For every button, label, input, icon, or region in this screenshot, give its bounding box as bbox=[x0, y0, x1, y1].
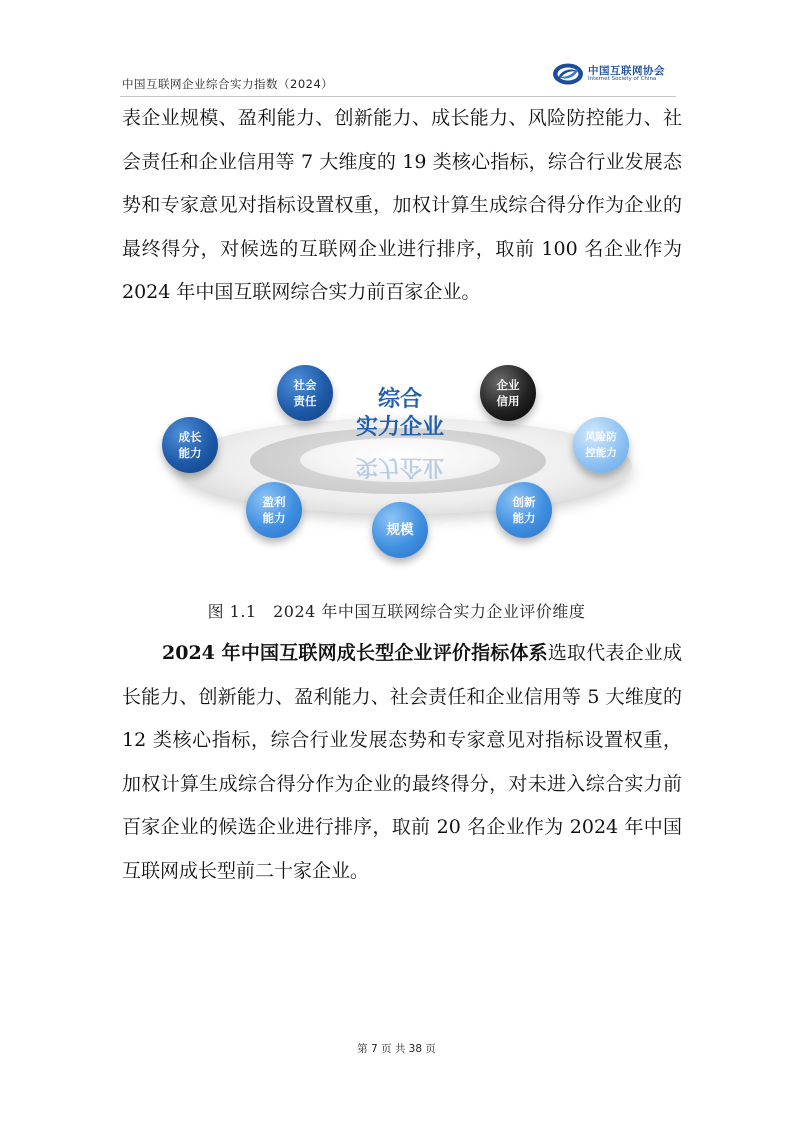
logo-cn-text: 中国互联网协会 bbox=[588, 65, 665, 77]
header-title: 中国互联网企业综合实力指数（2024） bbox=[122, 77, 334, 91]
center-reflection-line: 实力企业 bbox=[355, 454, 444, 479]
node-scale: 规模 bbox=[372, 502, 428, 558]
paragraph-2-bold-lead: 2024 年中国互联网成长型企业评价指标体系 bbox=[162, 642, 548, 664]
node-label-line1: 创新 bbox=[512, 495, 536, 509]
node-profitability bbox=[246, 482, 302, 538]
evaluation-dimensions-figure bbox=[140, 360, 660, 585]
node-label-line2: 控能力 bbox=[585, 447, 617, 459]
figure-caption: 图 1.1 2024 年中国互联网综合实力企业评价维度 bbox=[207, 602, 586, 621]
node-label-line2: 信用 bbox=[496, 394, 520, 408]
node-growth-capability bbox=[162, 417, 218, 473]
node-label-line2: 能力 bbox=[178, 446, 202, 460]
node-label-line2: 能力 bbox=[262, 511, 286, 525]
node-label-line1: 企业 bbox=[496, 378, 520, 392]
node-label-line1: 盈利 bbox=[262, 495, 286, 509]
node-label-line1: 风险防 bbox=[585, 431, 617, 443]
node-risk-control bbox=[573, 417, 629, 473]
node-label-line1: 成长 bbox=[178, 430, 202, 444]
isc-logo bbox=[552, 62, 672, 88]
paragraph-2 bbox=[122, 632, 682, 893]
node-label-line2: 能力 bbox=[512, 511, 536, 525]
page-number-footer: 第 7 页 共 38 页 bbox=[357, 1043, 436, 1055]
figure-center-title bbox=[330, 386, 470, 442]
figure-center-reflection bbox=[330, 452, 470, 480]
center-title-line1: 综合 bbox=[377, 387, 422, 412]
node-label-line1: 社会 bbox=[293, 378, 317, 392]
logo-en-text: Internet Society of China bbox=[588, 76, 657, 82]
node-label-line2: 责任 bbox=[293, 394, 317, 408]
node-social-responsibility bbox=[277, 365, 333, 421]
paragraph-1: 表企业规模、盈利能力、创新能力、成长能力、风险防控能力、社会责任和企业信用等 7 大维度的 19 类核心指标，综合行业发展态势和专家意见对指标设置权重，加权计算生成综合得分作为企业的最终得分，对候选的互联网企业进行排序，取前 100 名企业作为 2024 年中国互联网综合实力前百家企业。 bbox=[122, 107, 682, 303]
center-title-line2: 实力企业 bbox=[355, 415, 444, 440]
node-innovation bbox=[496, 482, 552, 538]
node-enterprise-credit bbox=[480, 365, 536, 421]
paragraph-2-body: 选取代表企业成长能力、创新能力、盈利能力、社会责任和企业信用等 5 大维度的 12 类核心指标，综合行业发展态势和专家意见对指标设置权重，加权计算生成综合得分作为企业的最终得分，对未进入综合实力前百家企业的候选企业进行排序，取前 20 名企业作为 2024 年中国互联网成长型前二十家企业。 bbox=[122, 642, 682, 882]
isc-logo-icon bbox=[552, 62, 584, 86]
